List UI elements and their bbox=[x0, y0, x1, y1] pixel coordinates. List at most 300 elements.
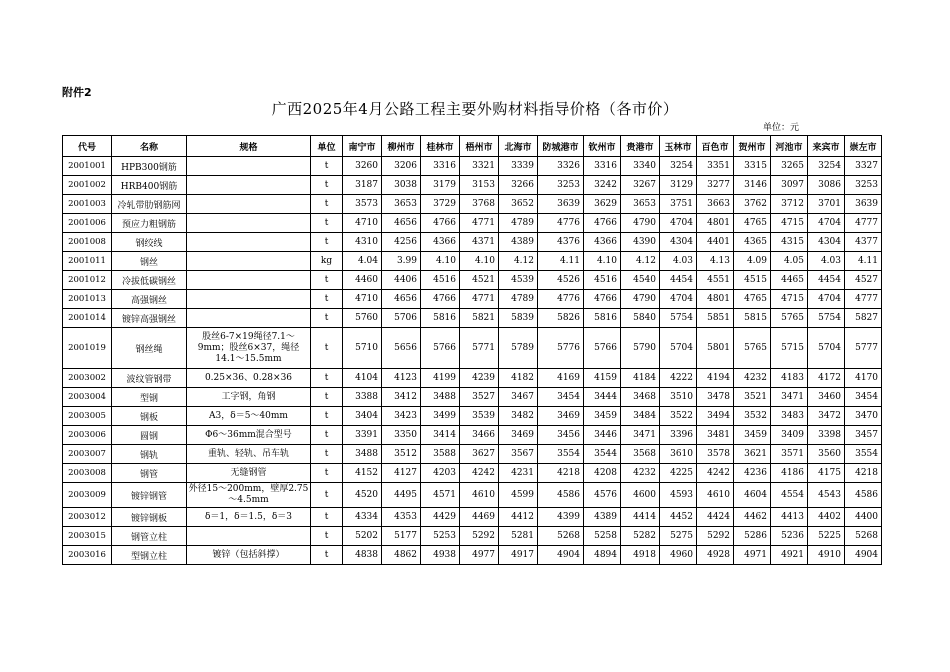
price-cell: 3571 bbox=[771, 445, 808, 464]
price-cell: 4777 bbox=[845, 290, 882, 309]
price-cell: 4604 bbox=[734, 483, 771, 508]
column-header: 崇左市 bbox=[845, 136, 882, 157]
price-cell: 3266 bbox=[499, 176, 538, 195]
table-row bbox=[63, 328, 882, 369]
material-unit: t bbox=[311, 157, 343, 176]
price-cell: 3522 bbox=[660, 407, 697, 426]
price-cell: 3.99 bbox=[382, 252, 421, 271]
price-cell: 3253 bbox=[538, 176, 584, 195]
price-cell: 4571 bbox=[421, 483, 460, 508]
price-cell: 4960 bbox=[660, 546, 697, 565]
price-cell: 5766 bbox=[584, 328, 621, 369]
material-name: 镀锌钢板 bbox=[112, 508, 187, 527]
price-cell: 3544 bbox=[584, 445, 621, 464]
material-spec: 股丝6-7×19绳径7.1～9mm；股丝6×37，绳径14.1～15.5mm bbox=[187, 328, 311, 369]
price-cell: 4412 bbox=[499, 508, 538, 527]
material-unit: t bbox=[311, 508, 343, 527]
material-code: 2003006 bbox=[63, 426, 112, 445]
price-cell: 3610 bbox=[660, 445, 697, 464]
price-cell: 4766 bbox=[584, 290, 621, 309]
price-cell: 4.03 bbox=[808, 252, 845, 271]
material-spec bbox=[187, 309, 311, 328]
material-unit: t bbox=[311, 271, 343, 290]
price-cell: 3340 bbox=[621, 157, 660, 176]
price-cell: 5282 bbox=[621, 527, 660, 546]
material-code: 2001008 bbox=[63, 233, 112, 252]
price-cell: 4454 bbox=[660, 271, 697, 290]
price-cell: 3253 bbox=[845, 176, 882, 195]
price-cell: 4159 bbox=[584, 369, 621, 388]
material-code: 2003012 bbox=[63, 508, 112, 527]
price-cell: 4366 bbox=[584, 233, 621, 252]
price-cell: 4904 bbox=[538, 546, 584, 565]
unit-label: 单位：元 bbox=[763, 123, 800, 133]
material-spec bbox=[187, 157, 311, 176]
price-cell: 3398 bbox=[808, 426, 845, 445]
price-cell: 4334 bbox=[343, 508, 382, 527]
price-cell: 4.10 bbox=[460, 252, 499, 271]
table-row bbox=[63, 407, 882, 426]
price-cell: 4904 bbox=[845, 546, 882, 565]
price-cell: 5815 bbox=[734, 309, 771, 328]
price-cell: 4225 bbox=[660, 464, 697, 483]
price-cell: 3494 bbox=[697, 407, 734, 426]
price-cell: 4586 bbox=[538, 483, 584, 508]
price-cell: 3762 bbox=[734, 195, 771, 214]
price-cell: 4766 bbox=[421, 214, 460, 233]
price-cell: 4610 bbox=[460, 483, 499, 508]
material-name: 冷拔低碳钢丝 bbox=[112, 271, 187, 290]
price-cell: 4231 bbox=[499, 464, 538, 483]
price-cell: 5816 bbox=[584, 309, 621, 328]
price-cell: 3712 bbox=[771, 195, 808, 214]
table-row bbox=[63, 195, 882, 214]
price-cell: 4175 bbox=[808, 464, 845, 483]
price-cell: 4170 bbox=[845, 369, 882, 388]
price-cell: 4390 bbox=[621, 233, 660, 252]
price-cell: 4765 bbox=[734, 214, 771, 233]
price-cell: 3457 bbox=[845, 426, 882, 445]
price-cell: 4377 bbox=[845, 233, 882, 252]
price-cell: 5292 bbox=[460, 527, 499, 546]
price-cell: 4413 bbox=[771, 508, 808, 527]
price-cell: 4402 bbox=[808, 508, 845, 527]
price-cell: 4203 bbox=[421, 464, 460, 483]
column-header: 百色市 bbox=[697, 136, 734, 157]
price-cell: 3469 bbox=[499, 426, 538, 445]
price-cell: 3588 bbox=[421, 445, 460, 464]
price-cell: 3254 bbox=[808, 157, 845, 176]
price-cell: 4527 bbox=[845, 271, 882, 290]
material-spec bbox=[187, 214, 311, 233]
price-cell: 4304 bbox=[660, 233, 697, 252]
price-cell: 3459 bbox=[584, 407, 621, 426]
price-cell: 3499 bbox=[421, 407, 460, 426]
price-cell: 4710 bbox=[343, 290, 382, 309]
material-code: 2001003 bbox=[63, 195, 112, 214]
price-cell: 5268 bbox=[538, 527, 584, 546]
price-cell: 4704 bbox=[808, 214, 845, 233]
price-cell: 5826 bbox=[538, 309, 584, 328]
table-row bbox=[63, 546, 882, 565]
table-row bbox=[63, 214, 882, 233]
price-cell: 4495 bbox=[382, 483, 421, 508]
price-cell: 3751 bbox=[660, 195, 697, 214]
price-cell: 3560 bbox=[808, 445, 845, 464]
table-row bbox=[63, 483, 882, 508]
price-cell: 4520 bbox=[343, 483, 382, 508]
price-cell: 4127 bbox=[382, 464, 421, 483]
price-cell: 3267 bbox=[621, 176, 660, 195]
price-cell: 5275 bbox=[660, 527, 697, 546]
column-header: 防城港市 bbox=[538, 136, 584, 157]
price-cell: 4789 bbox=[499, 214, 538, 233]
material-code: 2003004 bbox=[63, 388, 112, 407]
material-unit: t bbox=[311, 290, 343, 309]
column-header: 单位 bbox=[311, 136, 343, 157]
material-code: 2003002 bbox=[63, 369, 112, 388]
material-spec: Φ6～36mm混合型号 bbox=[187, 426, 311, 445]
price-cell: 5851 bbox=[697, 309, 734, 328]
price-cell: 4894 bbox=[584, 546, 621, 565]
material-unit: t bbox=[311, 309, 343, 328]
price-cell: 4790 bbox=[621, 290, 660, 309]
material-unit: t bbox=[311, 445, 343, 464]
column-header: 名称 bbox=[112, 136, 187, 157]
price-cell: 3471 bbox=[621, 426, 660, 445]
price-cell: 5258 bbox=[584, 527, 621, 546]
material-unit: t bbox=[311, 426, 343, 445]
material-spec: δ＝1，δ＝1.5，δ＝3 bbox=[187, 508, 311, 527]
price-cell: 4462 bbox=[734, 508, 771, 527]
table-header-row bbox=[63, 136, 882, 157]
price-cell: 3527 bbox=[460, 388, 499, 407]
table-row bbox=[63, 290, 882, 309]
price-cell: 3627 bbox=[460, 445, 499, 464]
material-spec bbox=[187, 527, 311, 546]
price-cell: 3460 bbox=[808, 388, 845, 407]
column-header: 贺州市 bbox=[734, 136, 771, 157]
price-cell: 4715 bbox=[771, 290, 808, 309]
price-cell: 3206 bbox=[382, 157, 421, 176]
material-name: HPB300钢筋 bbox=[112, 157, 187, 176]
material-code: 2001014 bbox=[63, 309, 112, 328]
material-spec: 重轨、轻轨、吊车轨 bbox=[187, 445, 311, 464]
price-cell: 3521 bbox=[734, 388, 771, 407]
price-cell: 4938 bbox=[421, 546, 460, 565]
price-cell: 4399 bbox=[538, 508, 584, 527]
price-cell: 3412 bbox=[382, 388, 421, 407]
price-cell: 3454 bbox=[538, 388, 584, 407]
price-cell: 3510 bbox=[660, 388, 697, 407]
price-cell: 3483 bbox=[771, 407, 808, 426]
price-cell: 3554 bbox=[538, 445, 584, 464]
price-cell: 5715 bbox=[771, 328, 808, 369]
material-spec bbox=[187, 195, 311, 214]
price-cell: 4.12 bbox=[499, 252, 538, 271]
table-row bbox=[63, 527, 882, 546]
price-cell: 5710 bbox=[343, 328, 382, 369]
material-unit: t bbox=[311, 176, 343, 195]
price-cell: 4539 bbox=[499, 271, 538, 290]
price-cell: 4.10 bbox=[421, 252, 460, 271]
price-cell: 4315 bbox=[771, 233, 808, 252]
price-cell: 5840 bbox=[621, 309, 660, 328]
price-cell: 4777 bbox=[845, 214, 882, 233]
price-cell: 5268 bbox=[845, 527, 882, 546]
attachment-label: 附件2 bbox=[62, 86, 92, 99]
price-cell: 3456 bbox=[538, 426, 584, 445]
price-cell: 4776 bbox=[538, 214, 584, 233]
price-cell: 4236 bbox=[734, 464, 771, 483]
price-cell: 3414 bbox=[421, 426, 460, 445]
price-cell: 3468 bbox=[621, 388, 660, 407]
material-unit: t bbox=[311, 233, 343, 252]
price-cell: 3187 bbox=[343, 176, 382, 195]
material-unit: t bbox=[311, 546, 343, 565]
material-unit: t bbox=[311, 464, 343, 483]
price-cell: 4765 bbox=[734, 290, 771, 309]
price-cell: 4917 bbox=[499, 546, 538, 565]
price-cell: 3396 bbox=[660, 426, 697, 445]
material-spec bbox=[187, 290, 311, 309]
price-cell: 3404 bbox=[343, 407, 382, 426]
price-cell: 3729 bbox=[421, 195, 460, 214]
price-cell: 3277 bbox=[697, 176, 734, 195]
price-cell: 5704 bbox=[660, 328, 697, 369]
price-cell: 5790 bbox=[621, 328, 660, 369]
material-code: 2001006 bbox=[63, 214, 112, 233]
price-cell: 4.11 bbox=[538, 252, 584, 271]
price-cell: 3467 bbox=[499, 388, 538, 407]
price-cell: 4801 bbox=[697, 214, 734, 233]
price-cell: 4452 bbox=[660, 508, 697, 527]
column-header: 钦州市 bbox=[584, 136, 621, 157]
price-cell: 3621 bbox=[734, 445, 771, 464]
price-cell: 4921 bbox=[771, 546, 808, 565]
table-row bbox=[63, 388, 882, 407]
price-cell: 4353 bbox=[382, 508, 421, 527]
price-cell: 4576 bbox=[584, 483, 621, 508]
material-spec: 0.25×36、0.28×36 bbox=[187, 369, 311, 388]
price-cell: 4.13 bbox=[697, 252, 734, 271]
price-cell: 4152 bbox=[343, 464, 382, 483]
table-row bbox=[63, 508, 882, 527]
price-cell: 3639 bbox=[845, 195, 882, 214]
price-cell: 3351 bbox=[697, 157, 734, 176]
column-header: 梧州市 bbox=[460, 136, 499, 157]
price-cell: 4371 bbox=[460, 233, 499, 252]
price-cell: 4789 bbox=[499, 290, 538, 309]
price-cell: 4704 bbox=[808, 290, 845, 309]
price-cell: 3532 bbox=[734, 407, 771, 426]
material-name: 冷轧带肋钢筋网 bbox=[112, 195, 187, 214]
price-cell: 4232 bbox=[734, 369, 771, 388]
price-cell: 4389 bbox=[584, 508, 621, 527]
price-cell: 3454 bbox=[845, 388, 882, 407]
table-row bbox=[63, 271, 882, 290]
material-name: 钢轨 bbox=[112, 445, 187, 464]
price-cell: 5766 bbox=[421, 328, 460, 369]
price-cell: 5177 bbox=[382, 527, 421, 546]
price-cell: 5776 bbox=[538, 328, 584, 369]
price-cell: 5706 bbox=[382, 309, 421, 328]
material-spec bbox=[187, 271, 311, 290]
price-cell: 4169 bbox=[538, 369, 584, 388]
price-cell: 3469 bbox=[538, 407, 584, 426]
price-cell: 4776 bbox=[538, 290, 584, 309]
price-cell: 4183 bbox=[771, 369, 808, 388]
column-header: 玉林市 bbox=[660, 136, 697, 157]
material-unit: t bbox=[311, 388, 343, 407]
price-cell: 4766 bbox=[421, 290, 460, 309]
price-cell: 4551 bbox=[697, 271, 734, 290]
price-cell: 3265 bbox=[771, 157, 808, 176]
material-code: 2003007 bbox=[63, 445, 112, 464]
column-header: 南宁市 bbox=[343, 136, 382, 157]
price-cell: 4656 bbox=[382, 290, 421, 309]
price-cell: 4366 bbox=[421, 233, 460, 252]
price-cell: 4521 bbox=[460, 271, 499, 290]
price-cell: 3446 bbox=[584, 426, 621, 445]
price-cell: 4218 bbox=[845, 464, 882, 483]
price-cell: 5704 bbox=[808, 328, 845, 369]
price-cell: 4401 bbox=[697, 233, 734, 252]
price-table bbox=[62, 135, 882, 565]
price-cell: 5777 bbox=[845, 328, 882, 369]
material-name: HRB400钢筋 bbox=[112, 176, 187, 195]
price-cell: 3568 bbox=[621, 445, 660, 464]
price-cell: 4242 bbox=[460, 464, 499, 483]
column-header: 河池市 bbox=[771, 136, 808, 157]
material-name: 型钢立柱 bbox=[112, 546, 187, 565]
material-unit: kg bbox=[311, 252, 343, 271]
price-cell: 4406 bbox=[382, 271, 421, 290]
price-cell: 3316 bbox=[584, 157, 621, 176]
material-name: 型钢 bbox=[112, 388, 187, 407]
price-cell: 3038 bbox=[382, 176, 421, 195]
price-cell: 4232 bbox=[621, 464, 660, 483]
price-cell: 4242 bbox=[697, 464, 734, 483]
price-cell: 3701 bbox=[808, 195, 845, 214]
price-cell: 4469 bbox=[460, 508, 499, 527]
price-cell: 4182 bbox=[499, 369, 538, 388]
price-cell: 3629 bbox=[584, 195, 621, 214]
price-cell: 3663 bbox=[697, 195, 734, 214]
price-cell: 4376 bbox=[538, 233, 584, 252]
price-cell: 4304 bbox=[808, 233, 845, 252]
price-cell: 4715 bbox=[771, 214, 808, 233]
material-spec: 外径15～200mm，壁厚2.75～4.5mm bbox=[187, 483, 311, 508]
price-cell: 4771 bbox=[460, 214, 499, 233]
price-cell: 4208 bbox=[584, 464, 621, 483]
price-cell: 4104 bbox=[343, 369, 382, 388]
material-unit: t bbox=[311, 195, 343, 214]
column-header: 代号 bbox=[63, 136, 112, 157]
price-cell: 4971 bbox=[734, 546, 771, 565]
price-cell: 3423 bbox=[382, 407, 421, 426]
price-cell: 5656 bbox=[382, 328, 421, 369]
table-row bbox=[63, 464, 882, 483]
price-cell: 4771 bbox=[460, 290, 499, 309]
page-title: 广西2025年4月公路工程主要外购材料指导价格（各市价） bbox=[271, 100, 679, 118]
price-cell: 4586 bbox=[845, 483, 882, 508]
price-cell: 4465 bbox=[771, 271, 808, 290]
price-cell: 4186 bbox=[771, 464, 808, 483]
table-row bbox=[63, 233, 882, 252]
price-cell: 4365 bbox=[734, 233, 771, 252]
price-cell: 4593 bbox=[660, 483, 697, 508]
price-cell: 4429 bbox=[421, 508, 460, 527]
material-unit: t bbox=[311, 328, 343, 369]
material-unit: t bbox=[311, 369, 343, 388]
price-cell: 4222 bbox=[660, 369, 697, 388]
price-cell: 3388 bbox=[343, 388, 382, 407]
price-cell: 4218 bbox=[538, 464, 584, 483]
price-cell: 3653 bbox=[382, 195, 421, 214]
table-row bbox=[63, 157, 882, 176]
price-cell: 4515 bbox=[734, 271, 771, 290]
material-spec: 镀锌（包括斜撑） bbox=[187, 546, 311, 565]
price-cell: 3488 bbox=[421, 388, 460, 407]
price-cell: 3512 bbox=[382, 445, 421, 464]
price-cell: 4239 bbox=[460, 369, 499, 388]
price-cell: 5789 bbox=[499, 328, 538, 369]
price-cell: 5286 bbox=[734, 527, 771, 546]
price-cell: 4454 bbox=[808, 271, 845, 290]
price-cell: 4928 bbox=[697, 546, 734, 565]
price-cell: 4414 bbox=[621, 508, 660, 527]
price-cell: 4599 bbox=[499, 483, 538, 508]
price-cell: 3471 bbox=[771, 388, 808, 407]
price-cell: 4.05 bbox=[771, 252, 808, 271]
table-row bbox=[63, 309, 882, 328]
price-cell: 5765 bbox=[771, 309, 808, 328]
price-cell: 4256 bbox=[382, 233, 421, 252]
material-name: 预应力粗钢筋 bbox=[112, 214, 187, 233]
material-spec: A3，δ＝5～40mm bbox=[187, 407, 311, 426]
column-header: 北海市 bbox=[499, 136, 538, 157]
material-code: 2003015 bbox=[63, 527, 112, 546]
material-name: 钢丝 bbox=[112, 252, 187, 271]
column-header: 桂林市 bbox=[421, 136, 460, 157]
material-name: 镀锌高强钢丝 bbox=[112, 309, 187, 328]
price-cell: 3488 bbox=[343, 445, 382, 464]
price-cell: 3444 bbox=[584, 388, 621, 407]
material-code: 2001013 bbox=[63, 290, 112, 309]
price-cell: 4424 bbox=[697, 508, 734, 527]
price-cell: 4790 bbox=[621, 214, 660, 233]
material-code: 2001012 bbox=[63, 271, 112, 290]
table-row bbox=[63, 176, 882, 195]
price-cell: 4400 bbox=[845, 508, 882, 527]
price-cell: 3153 bbox=[460, 176, 499, 195]
price-cell: 5827 bbox=[845, 309, 882, 328]
price-cell: 3327 bbox=[845, 157, 882, 176]
price-cell: 4704 bbox=[660, 290, 697, 309]
price-cell: 4610 bbox=[697, 483, 734, 508]
material-name: 钢绞线 bbox=[112, 233, 187, 252]
price-cell: 3482 bbox=[499, 407, 538, 426]
column-header: 来宾市 bbox=[808, 136, 845, 157]
price-cell: 4710 bbox=[343, 214, 382, 233]
price-cell: 4910 bbox=[808, 546, 845, 565]
material-name: 高强钢丝 bbox=[112, 290, 187, 309]
material-name: 波纹管钢带 bbox=[112, 369, 187, 388]
price-cell: 4310 bbox=[343, 233, 382, 252]
material-name: 钢管 bbox=[112, 464, 187, 483]
price-cell: 3097 bbox=[771, 176, 808, 195]
